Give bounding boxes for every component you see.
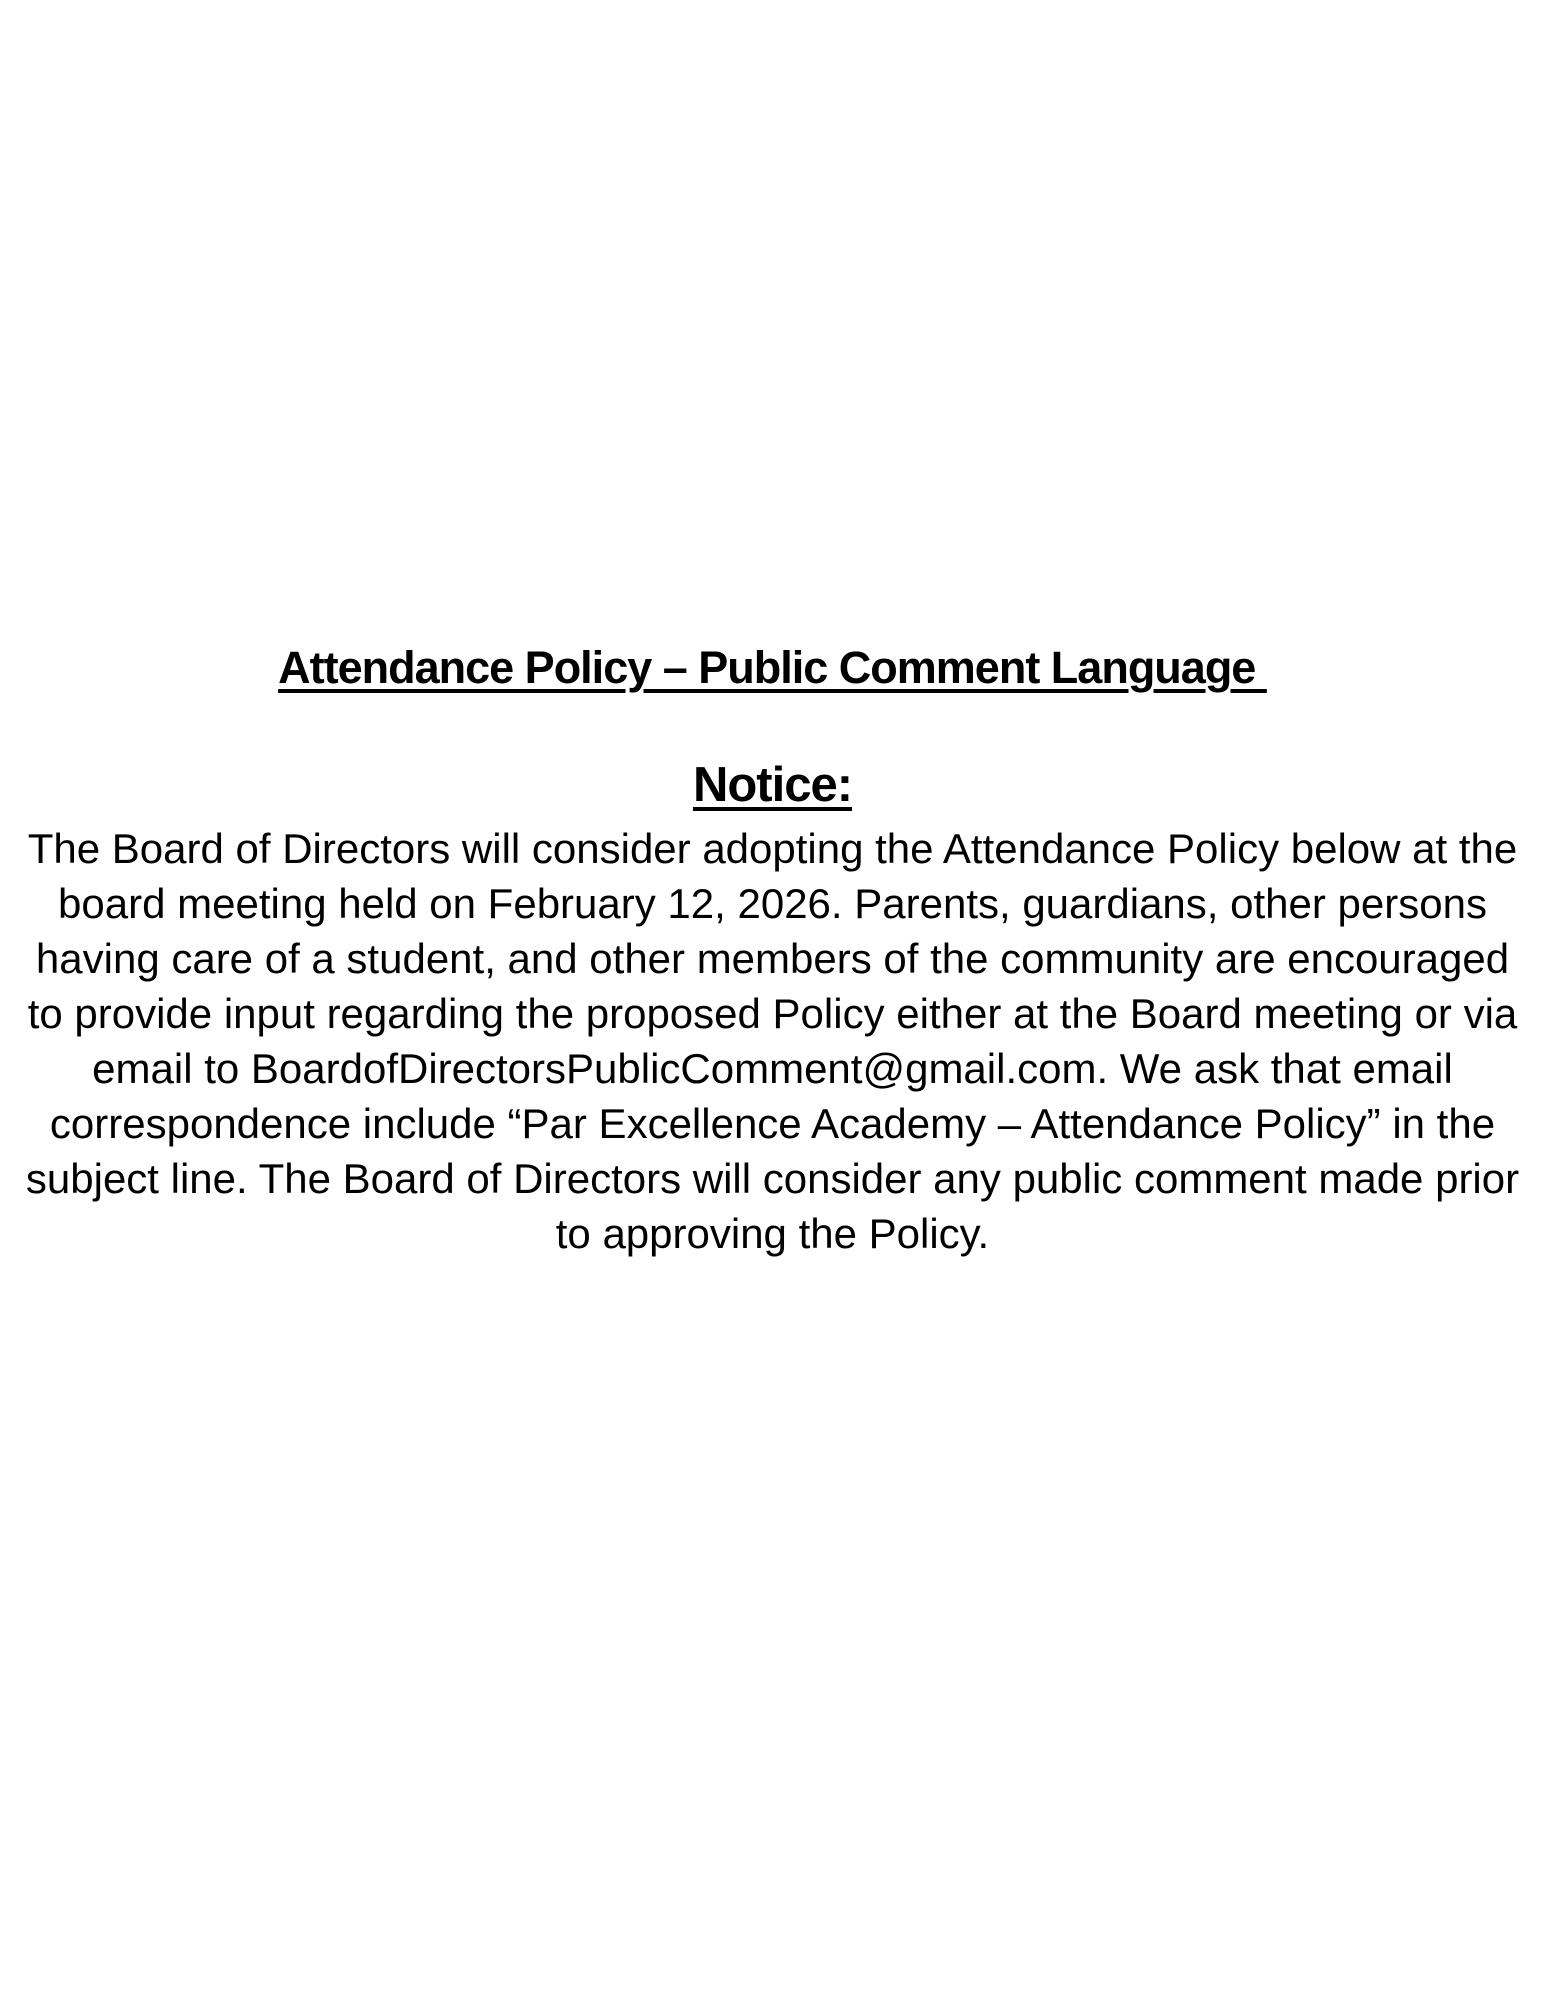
- notice-paragraph-line: The Board of Directors will consider adopting the Attendance Policy below at the: [27, 825, 1518, 872]
- notice-paragraph-line: board meeting held on February 12, 2026. Parents, guardians, other persons: [58, 880, 1487, 927]
- notice-paragraph-line: to provide input regarding the proposed Policy either at the Board meeting or via: [27, 990, 1518, 1037]
- notice-paragraph-line: email to BoardofDirectorsPublicComment@gmail.com. We ask that email: [92, 1045, 1453, 1092]
- notice-paragraph-line: to approving the Policy.: [555, 1210, 990, 1257]
- notice-paragraph-line: subject line. The Board of Directors will consider any public comment made prior: [25, 1155, 1520, 1202]
- document-title: [0, 642, 1545, 693]
- notice-heading: [0, 758, 1545, 812]
- notice-paragraph: [0, 821, 1545, 1261]
- notice-paragraph-line: having care of a student, and other members of the community are encouraged: [35, 935, 1510, 982]
- notice-heading-text: Notice:: [692, 758, 853, 812]
- notice-paragraph-line: correspondence include “Par Excellence Academy – Attendance Policy” in the: [49, 1100, 1496, 1147]
- document-title-text: Attendance Policy – Public Comment Language: [278, 642, 1267, 693]
